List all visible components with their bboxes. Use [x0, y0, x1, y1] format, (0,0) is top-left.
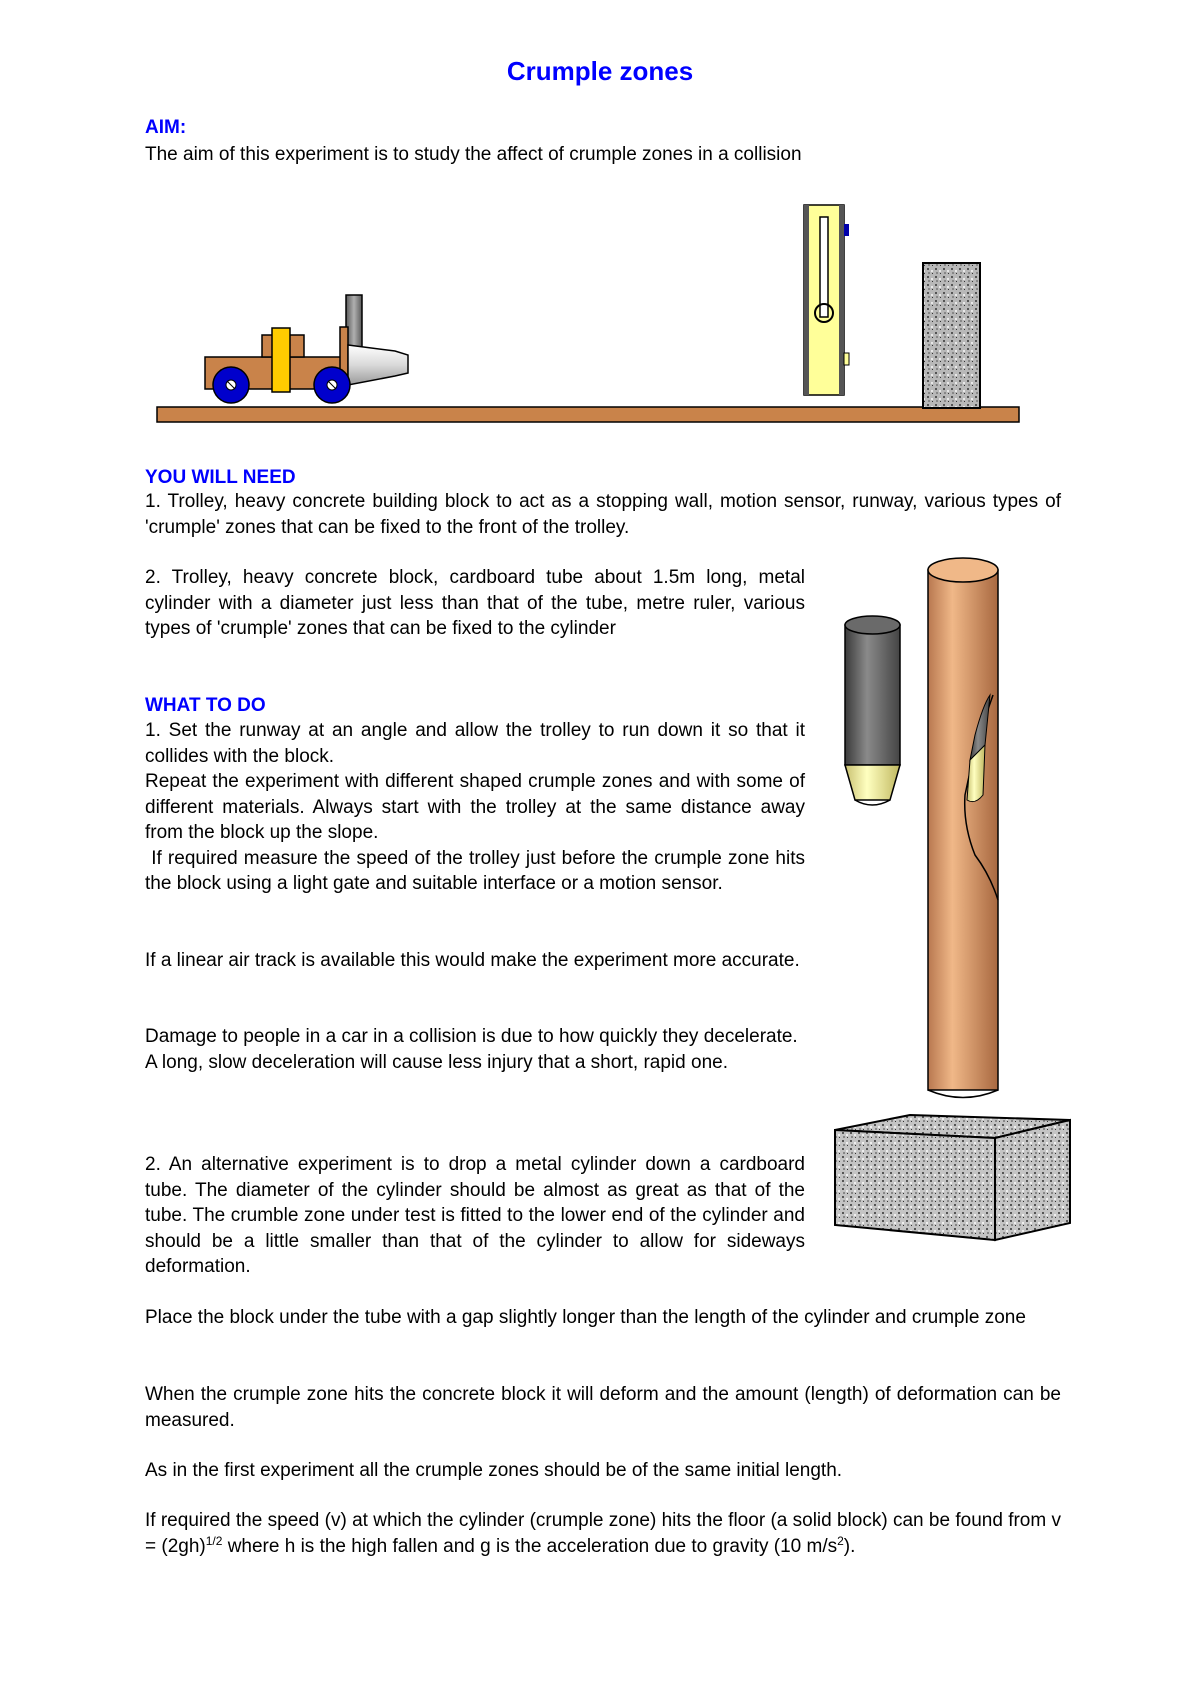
need-item-1: 1. Trolley, heavy concrete building block to act as a stopping wall, motion sensor, runway, various types of 'crumple' zones that can be fixed to the front of the trolley. — [145, 491, 1061, 538]
trolley-wheel-left — [213, 367, 249, 403]
exponent-two: 2 — [837, 1533, 844, 1548]
cardboard-tube — [928, 558, 998, 1098]
motion-sensor — [804, 205, 849, 395]
concrete-block-3d — [835, 1115, 1070, 1240]
trolley-wheel-right — [314, 367, 350, 403]
todo-step-1: 1. Set the runway at an angle and allow the trolley to run down it so that it collides with the block. — [145, 720, 805, 767]
crumple-cone — [348, 345, 408, 385]
todo-paragraph-1 — [145, 718, 811, 897]
need-item-2: 2. Trolley, heavy concrete block, cardboard tube about 1.5m long, metal cylinder with a diameter just less than that of the tube, metre ruler, various types of 'crumple' zones that can be fixed to the cylinder — [145, 567, 805, 639]
aim-text: The aim of this experiment is to study the affect of crumple zones in a collision — [145, 144, 802, 165]
todo-heading: WHAT TO DO — [145, 695, 266, 716]
todo-alternative: 2. An alternative experiment is to drop a metal cylinder down a cardboard tube. The diameter of the cylinder should be almost as great as that of the tube. The crumble zone under test is fitted to the lower end of the cylinder and should be a little smaller than that of the cylinder to allow for sideways deformation. — [145, 1154, 805, 1277]
aim-heading: AIM: — [145, 117, 187, 138]
metal-cylinder — [845, 616, 900, 805]
todo-damage: Damage to people in a car in a collision is due to how quickly they decelerate. A long, slow deceleration will cause less injury that a short, rapid one. — [145, 1026, 798, 1073]
todo-place-block: Place the block under the tube with a gap slightly longer than the length of the cylinder and crumple zone — [145, 1307, 1026, 1328]
todo-same-length: As in the first experiment all the crumple zones should be of the same initial length. — [145, 1460, 843, 1481]
need-heading: YOU WILL NEED — [145, 467, 296, 488]
todo-air-track: If a linear air track is available this would make the experiment more accurate. — [145, 950, 800, 971]
todo-speed: If required measure the speed of the trolley just before the crumple zone hits the block using a light gate and suitable interface or a motion sensor. — [145, 847, 811, 894]
runway — [157, 407, 1019, 422]
exponent-half: 1/2 — [205, 1533, 223, 1548]
page-title: Crumple zones — [506, 56, 694, 86]
trolley-diagram — [150, 195, 1030, 425]
drop-tube-diagram — [825, 555, 1085, 1255]
concrete-block — [923, 263, 980, 408]
todo-deform: When the crumple zone hits the concrete block it will deform and the amount (length) of deformation can be measured. — [145, 1384, 1061, 1431]
todo-speed-formula: If required the speed (v) at which the cylinder (crumple zone) hits the floor (a solid block) can be found from $v = (2gh)^{1/2}$ where h is the high fallen and g is the acceleration due to gravity (10 $m/s^2$). — [145, 1510, 1061, 1557]
todo-repeat: Repeat the experiment with different shaped crumple zones and with some of different materials. Always start with the trolley at the same distance away from the block up the slope. — [145, 771, 805, 843]
